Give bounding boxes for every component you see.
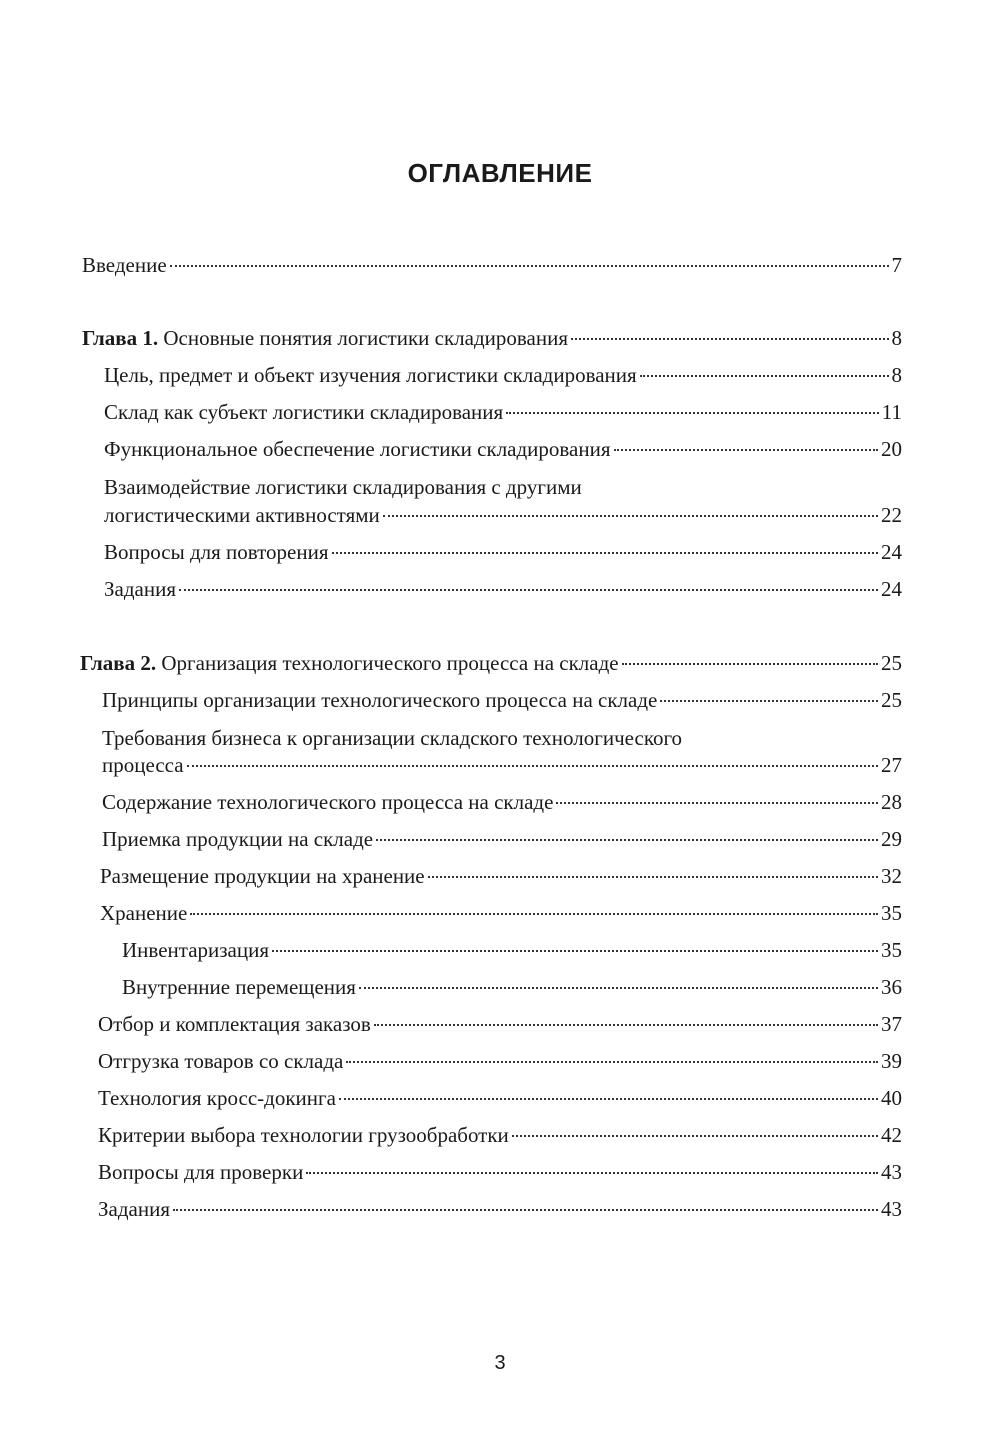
toc-entry-title: Задания xyxy=(98,1197,170,1221)
toc-entry-title: Задания xyxy=(104,577,176,601)
toc-entry-title: Технология кросс-докинга xyxy=(98,1086,336,1110)
toc-entry-title: Отбор и комплектация заказов xyxy=(98,1012,371,1036)
toc-chapter-2[interactable] xyxy=(80,650,902,676)
toc-subentry[interactable] xyxy=(122,974,902,1000)
toc-page-number: 24 xyxy=(881,577,902,601)
toc-page-number: 11 xyxy=(881,400,902,424)
toc-page-number: 35 xyxy=(881,901,902,925)
toc-page-number: 40 xyxy=(881,1086,902,1110)
toc-page-number: 24 xyxy=(881,540,902,564)
toc-entry[interactable] xyxy=(98,1159,902,1185)
toc-entry[interactable] xyxy=(104,399,902,425)
toc-entry[interactable] xyxy=(102,826,902,852)
dot-leader xyxy=(506,412,879,414)
toc-entry-title-line2: логистическими активностями xyxy=(104,503,380,527)
toc-subentry[interactable] xyxy=(122,937,902,963)
dot-leader xyxy=(428,876,878,878)
toc-entry-title: Принципы организации технологического процесса на складе xyxy=(102,688,658,712)
dot-leader xyxy=(512,1135,878,1137)
toc-page-number: 32 xyxy=(881,864,902,888)
toc-page-number: 20 xyxy=(881,437,902,461)
toc-entry-title-line2: процесса xyxy=(102,753,184,777)
toc-entry-title: Инвентаризация xyxy=(122,938,269,962)
dot-leader xyxy=(640,375,889,377)
toc-entry-title: Введение xyxy=(82,253,167,277)
toc-entry[interactable] xyxy=(102,789,902,815)
toc-entry[interactable] xyxy=(102,687,902,713)
chapter-label: Глава 1. xyxy=(82,326,159,350)
dot-leader xyxy=(173,1209,878,1211)
toc-chapter-1[interactable] xyxy=(82,325,902,351)
toc-entry-title: Содержание технологического процесса на складе xyxy=(102,790,554,814)
toc-entry[interactable] xyxy=(102,752,902,778)
toc-page-number: 8 xyxy=(891,326,902,350)
toc-entry[interactable] xyxy=(104,362,902,388)
toc-entry[interactable] xyxy=(104,539,902,565)
toc-page-number: 7 xyxy=(891,253,902,277)
dot-leader xyxy=(346,1061,878,1063)
toc-page-number: 43 xyxy=(881,1197,902,1221)
toc-entry[interactable] xyxy=(104,436,902,462)
toc-entry-title: Хранение xyxy=(100,901,188,925)
dot-leader xyxy=(376,839,878,841)
dot-leader xyxy=(306,1172,878,1174)
dot-leader xyxy=(374,1024,878,1026)
toc-page-number: 42 xyxy=(881,1123,902,1147)
toc-page-number: 35 xyxy=(881,938,902,962)
dot-leader xyxy=(187,765,878,767)
toc-entry[interactable] xyxy=(100,900,902,926)
toc-entry[interactable] xyxy=(98,1048,902,1074)
toc-entry-title: Склад как субъект логистики складирования xyxy=(104,400,504,424)
dot-leader xyxy=(272,950,878,952)
toc-page-number: 29 xyxy=(881,827,902,851)
toc-entry[interactable] xyxy=(98,1196,902,1222)
page-number: 3 xyxy=(494,1352,506,1374)
toc-entry[interactable] xyxy=(98,1122,902,1148)
dot-leader xyxy=(383,515,878,517)
toc-entry-title: Отгрузка товаров со склада xyxy=(98,1049,344,1073)
dot-leader xyxy=(179,589,878,591)
chapter-label: Глава 2. xyxy=(80,651,157,675)
toc-page-number: 22 xyxy=(881,503,902,527)
toc-entry-title: Размещение продукции на хранение xyxy=(100,864,425,888)
toc-page-number: 43 xyxy=(881,1160,902,1184)
toc-entry[interactable] xyxy=(100,863,902,889)
toc-page-number: 39 xyxy=(881,1049,902,1073)
toc-entry-title: Вопросы для повторения xyxy=(104,540,329,564)
toc-page-number: 36 xyxy=(881,975,902,999)
toc-page-number: 28 xyxy=(881,790,902,814)
dot-leader xyxy=(571,338,889,340)
toc-page-number: 37 xyxy=(881,1012,902,1036)
dot-leader xyxy=(622,663,878,665)
toc-page-number: 25 xyxy=(881,651,902,675)
dot-leader xyxy=(614,449,878,451)
dot-leader xyxy=(332,552,878,554)
page-title: ОГЛАВЛЕНИЕ xyxy=(407,158,593,188)
toc-entry-title: Приемка продукции на складе xyxy=(102,827,374,851)
dot-leader xyxy=(556,802,878,804)
dot-leader xyxy=(170,265,889,267)
toc-entry-title: Критерии выбора технологии грузообработки xyxy=(98,1123,509,1147)
toc-entry-title-line1[interactable]: Требования бизнеса к организации складского технологического xyxy=(102,726,683,750)
toc-entry-title-line1[interactable]: Взаимодействие логистики складирования с другими xyxy=(104,475,582,499)
toc-page-number: 25 xyxy=(881,688,902,712)
toc-entry-intro[interactable] xyxy=(82,252,902,278)
toc-page-number: 8 xyxy=(891,363,902,387)
toc-entry[interactable] xyxy=(104,576,902,602)
dot-leader xyxy=(660,700,878,702)
chapter-title: Организация технологического процесса на складе xyxy=(161,651,619,675)
dot-leader xyxy=(339,1098,878,1100)
toc-entry-title: Вопросы для проверки xyxy=(98,1160,304,1184)
toc-page-number: 27 xyxy=(881,753,902,777)
toc-entry-title: Цель, предмет и объект изучения логистики складирования xyxy=(104,363,637,387)
toc-entry[interactable] xyxy=(98,1085,902,1111)
dot-leader xyxy=(359,987,878,989)
toc-entry[interactable] xyxy=(98,1011,902,1037)
toc-entry[interactable] xyxy=(104,502,902,528)
toc-entry-title: Внутренние перемещения xyxy=(122,975,356,999)
dot-leader xyxy=(190,913,878,915)
toc-entry-title: Функциональное обеспечение логистики складирования xyxy=(104,437,611,461)
chapter-title: Основные понятия логистики складирования xyxy=(163,326,568,350)
